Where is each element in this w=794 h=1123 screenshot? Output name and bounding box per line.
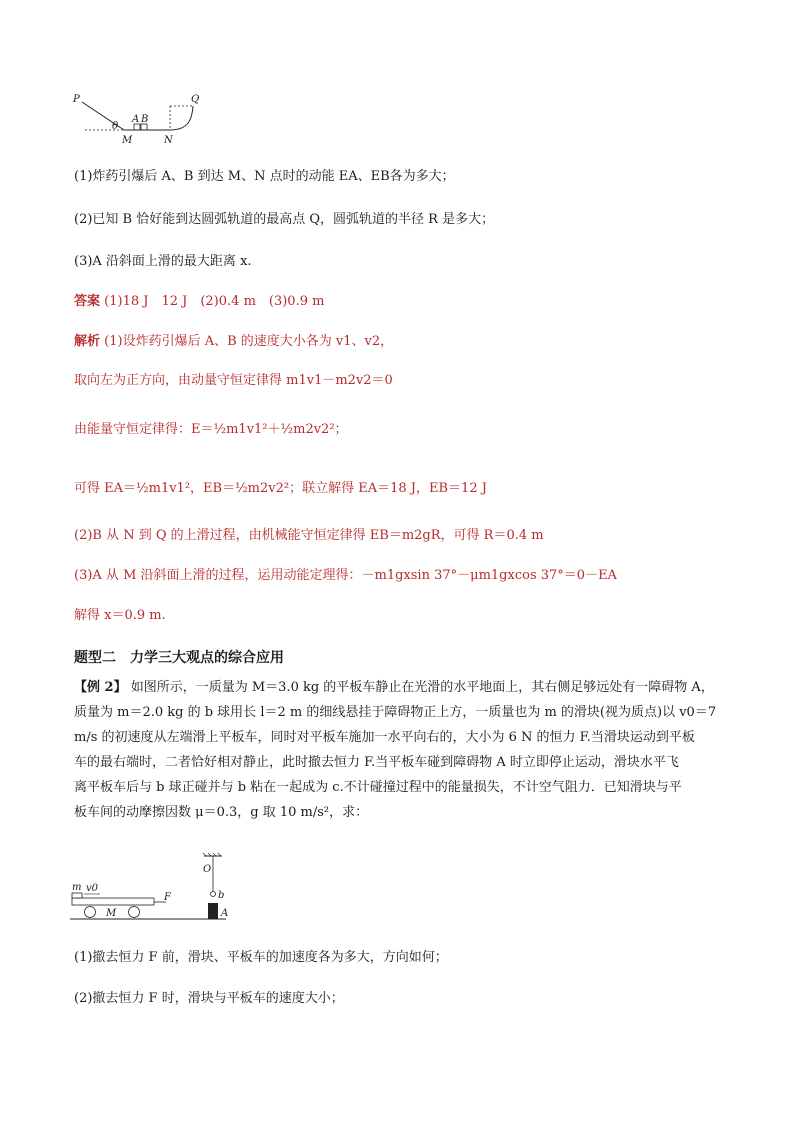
example-line-2: 质量为 m＝2.0 kg 的 b 球用长 l＝2 m 的细线悬挂于障碍物正上方，一质量也为 m 的滑块(视为质点)以 v0＝7 [74,705,717,720]
example-line-5: 离平板车后与 b 球正碰并与 b 粘在一起成为 c.不计碰撞过程中的能量损失，不计空气阻力．已知滑块与平 [74,780,682,795]
analysis-text-1: (1)设炸药引爆后 A、B 的速度大小各为 v1、v2， [104,334,394,349]
label-o: O [203,864,212,875]
label-v0: v0 [86,883,99,894]
analysis-label: 解析 [74,334,101,349]
label-a: A [132,114,140,125]
label-f: F [164,892,171,903]
example-line-3: m/s 的初速度从左端滑上平板车，同时对平板车施加一水平向右的，大小为 6 N 的恒力 F.当滑块运动到平板 [74,730,695,745]
label-m-cart: M [106,908,117,919]
obstacle-a [208,903,218,919]
analysis-line-3: 由能量守恒定律得：E＝½m1v1²＋½m2v2²； [74,422,348,437]
label-m-small: m [72,882,82,893]
label-n: N [164,135,173,146]
figure-cart-pendulum [66,852,246,924]
question-2-1: (1)撤去恒力 F 前，滑块、平板车的加速度各为多大，方向如何； [74,950,448,965]
example-tag: 【例 2】 [74,680,127,695]
example-line-4: 车的最右端时，二者恰好相对静止，此时撤去恒力 F.当平板车碰到障碍物 A 时立即停止运动，滑块水平飞 [74,755,679,770]
analysis-line-2: 取向左为正方向，由动量守恒定律得 m1v1－m2v2＝0 [74,373,393,388]
label-theta: θ [112,121,119,132]
example-line-6: 板车间的动摩擦因数 μ＝0.3，g 取 10 m/s²，求： [74,805,369,820]
answer-text: (1)18 J 12 J (2)0.4 m (3)0.9 m [104,294,325,309]
example-line-1 [74,679,714,697]
question-1: (1)炸药引爆后 A、B 到达 M、N 点时的动能 EA、EB各为多大； [74,169,455,184]
label-a-obstacle: A [221,908,229,919]
cart-body [72,898,154,905]
arc-track [170,106,193,130]
wheel-1 [85,907,96,918]
question-3: (3)A 沿斜面上滑的最大距离 x. [74,254,252,269]
analysis-line-4: 可得 EA＝½m1v1²，EB＝½m2v2²；联立解得 EA＝18 J，EB＝12 J [74,481,487,496]
analysis-line-5: (2)B 从 N 到 Q 的上滑过程，由机械能守恒定律得 EB＝m2gR，可得 R＝0.4 m [74,528,544,543]
label-m: M [122,135,133,146]
answer-line [74,293,324,311]
label-q: Q [191,94,200,105]
label-p: P [73,94,80,105]
label-b: B [141,114,149,125]
wheel-2 [129,907,140,918]
figure-incline-track [70,88,220,150]
answer-label: 答案 [74,294,101,309]
analysis-line-7: 解得 x＝0.9 m. [74,608,166,623]
analysis-line-1 [74,333,393,351]
slider-block [72,893,82,898]
ball-b [211,892,216,897]
label-b-ball: b [218,890,225,901]
question-2: (2)已知 B 恰好能到达圆弧轨道的最高点 Q，圆弧轨道的半径 R 是多大； [74,212,495,227]
example-text-1: 如图所示，一质量为 M＝3.0 kg 的平板车静止在光滑的水平地面上，其右侧足够远处有一障碍物 A， [130,680,714,695]
section-title: 题型二 力学三大观点的综合应用 [74,650,284,666]
analysis-line-6: (3)A 从 M 沿斜面上滑的过程，运用动能定理得：－m1gxsin 37°－μm1gxcos 37°＝0－EA [74,568,617,583]
question-2-2: (2)撤去恒力 F 时，滑块与平板车的速度大小； [74,991,344,1006]
